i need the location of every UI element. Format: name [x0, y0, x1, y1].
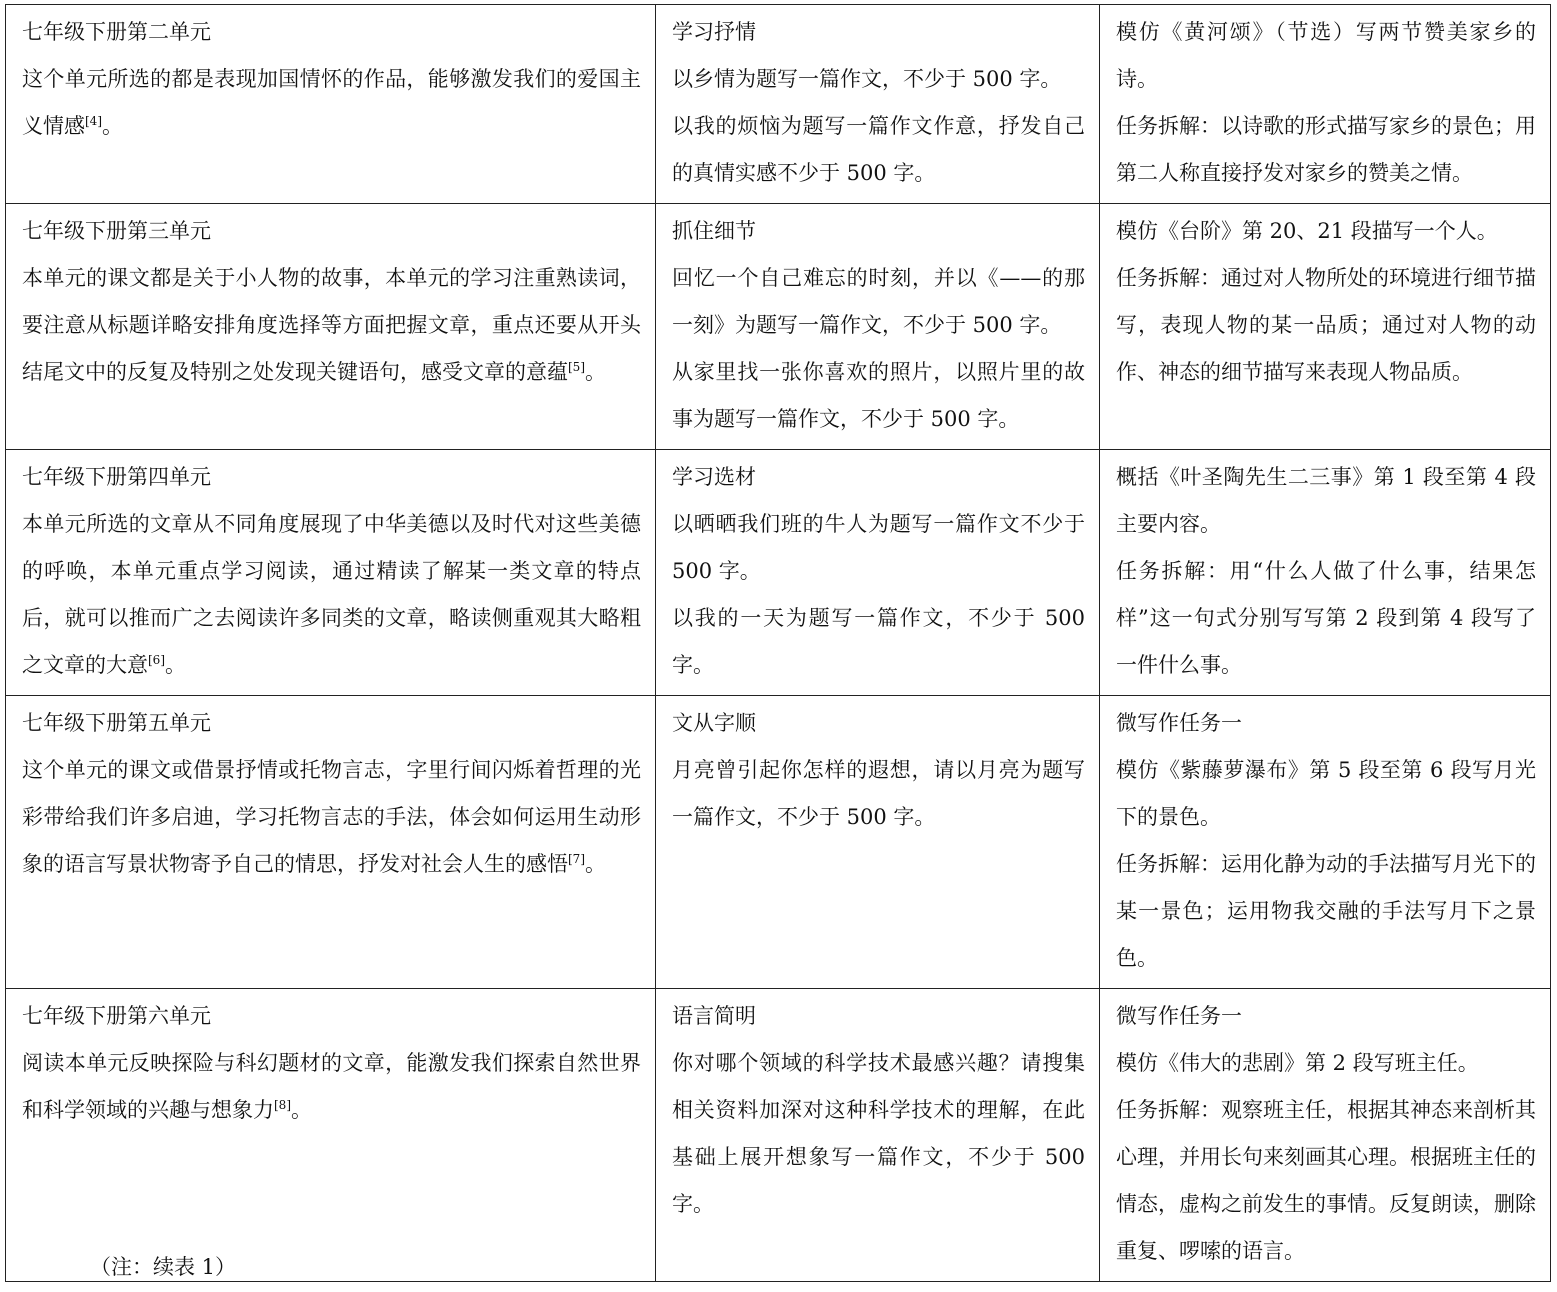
task-line: 模仿《紫藤萝瀑布》第 5 段至第 6 段写月光下的景色。 — [1116, 758, 1536, 829]
table-body — [6, 5, 1551, 1282]
topic-line: 月亮曾引起你怎样的遐想，请以月亮为题写一篇作文，不少于 500 字。 — [672, 758, 1085, 829]
topic-title: 文从字顺 — [672, 711, 756, 735]
table-row — [6, 989, 1551, 1282]
task-cell — [1100, 450, 1551, 696]
unit-cell — [6, 696, 656, 989]
task-line: 微写作任务一 — [1116, 1004, 1242, 1028]
topic-title: 抓住细节 — [672, 219, 756, 243]
topic-title: 学习抒情 — [672, 20, 756, 44]
task-cell — [1100, 989, 1551, 1282]
table-row — [6, 696, 1551, 989]
table-row — [6, 204, 1551, 450]
topic-line: 回忆一个自己难忘的时刻，并以《——的那一刻》为题写一篇作文，不少于 500 字。 — [672, 266, 1085, 337]
citation-ref: [6] — [148, 653, 165, 667]
topic-cell — [656, 5, 1100, 204]
citation-ref: [8] — [274, 1098, 291, 1112]
unit-description: 这个单元所选的都是表现加国情怀的作品，能够激发我们的爱国主义情感 — [22, 67, 641, 138]
unit-description-end: 。 — [165, 653, 186, 677]
topic-line: 从家里找一张你喜欢的照片，以照片里的故事为题写一篇作文，不少于 500 字。 — [672, 360, 1085, 431]
task-line: 模仿《台阶》第 20、21 段描写一个人。 — [1116, 219, 1498, 243]
topic-title: 语言简明 — [672, 1004, 756, 1028]
task-cell — [1100, 204, 1551, 450]
task-cell — [1100, 696, 1551, 989]
unit-description-end: 。 — [585, 852, 606, 876]
topic-cell — [656, 989, 1100, 1282]
task-line: 任务拆解：用“什么人做了什么事，结果怎样”这一句式分别写写第 2 段到第 4 段写了一件什么事。 — [1116, 559, 1536, 677]
unit-description-end: 。 — [291, 1098, 312, 1122]
topic-line: 以乡情为题写一篇作文，不少于 500 字。 — [672, 67, 1062, 91]
unit-cell — [6, 5, 656, 204]
task-line: 微写作任务一 — [1116, 711, 1242, 735]
unit-title: 七年级下册第五单元 — [22, 711, 211, 735]
unit-cell — [6, 204, 656, 450]
topic-line: 你对哪个领域的科学技术最感兴趣？请搜集相关资料加深对这种科学技术的理解，在此基础上展开想象写一篇作文，不少于 500 字。 — [672, 1051, 1085, 1216]
unit-description: 阅读本单元反映探险与科幻题材的文章，能激发我们探索自然世界和科学领域的兴趣与想象力 — [22, 1051, 641, 1122]
task-line: 任务拆解：观察班主任，根据其神态来剖析其心理，并用长句来刻画其心理。根据班主任的情态，虚构之前发生的事情。反复朗读，删除重复、啰嗦的语言。 — [1116, 1098, 1536, 1263]
topic-cell — [656, 204, 1100, 450]
task-line: 模仿《伟大的悲剧》第 2 段写班主任。 — [1116, 1051, 1479, 1075]
unit-title: 七年级下册第二单元 — [22, 20, 211, 44]
unit-cell — [6, 989, 656, 1282]
unit-description: 这个单元的课文或借景抒情或托物言志，字里行间闪烁着哲理的光彩带给我们许多启迪，学习托物言志的手法，体会如何运用生动形象的语言写景状物寄予自己的情思，抒发对社会人生的感悟 — [22, 758, 641, 876]
task-line: 任务拆解：以诗歌的形式描写家乡的景色；用第二人称直接抒发对家乡的赞美之情。 — [1116, 114, 1536, 185]
task-line: 概括《叶圣陶先生二三事》第 1 段至第 4 段主要内容。 — [1116, 465, 1536, 536]
unit-cell — [6, 450, 656, 696]
task-line: 任务拆解：运用化静为动的手法描写月光下的某一景色；运用物我交融的手法写月下之景色。 — [1116, 852, 1536, 970]
unit-description-end: 。 — [102, 114, 123, 138]
citation-ref: [4] — [85, 114, 102, 128]
citation-ref: [5] — [568, 360, 585, 374]
unit-description: 本单元的课文都是关于小人物的故事，本单元的学习注重熟读词，要注意从标题详略安排角度选择等方面把握文章，重点还要从开头结尾文中的反复及特别之处发现关键语句，感受文章的意蕴 — [22, 266, 641, 384]
topic-cell — [656, 450, 1100, 696]
citation-ref: [7] — [568, 852, 585, 866]
unit-title: 七年级下册第六单元 — [22, 1004, 211, 1028]
table-row — [6, 5, 1551, 204]
task-line: 任务拆解：通过对人物所处的环境进行细节描写，表现人物的某一品质；通过对人物的动作、神态的细节描写来表现人物品质。 — [1116, 266, 1536, 384]
unit-title: 七年级下册第三单元 — [22, 219, 211, 243]
unit-description-end: 。 — [585, 360, 606, 384]
topic-line: 以我的一天为题写一篇作文，不少于 500 字。 — [672, 606, 1085, 677]
unit-description: 本单元所选的文章从不同角度展现了中华美德以及时代对这些美德的呼唤，本单元重点学习阅读，通过精读了解某一类文章的特点后，就可以推而广之去阅读许多同类的文章，略读侧重观其大略粗之文章的大意 — [22, 512, 641, 677]
task-cell — [1100, 5, 1551, 204]
table-row — [6, 450, 1551, 696]
topic-title: 学习选材 — [672, 465, 756, 489]
curriculum-table — [5, 4, 1551, 1282]
task-line: 模仿《黄河颂》（节选）写两节赞美家乡的诗。 — [1116, 20, 1536, 91]
topic-line: 以晒晒我们班的牛人为题写一篇作文不少于 500 字。 — [672, 512, 1085, 583]
topic-line: 以我的烦恼为题写一篇作文作意，抒发自己的真情实感不少于 500 字。 — [672, 114, 1085, 185]
topic-cell — [656, 696, 1100, 989]
table-note: （注：续表 1） — [90, 1255, 237, 1279]
unit-title: 七年级下册第四单元 — [22, 465, 211, 489]
